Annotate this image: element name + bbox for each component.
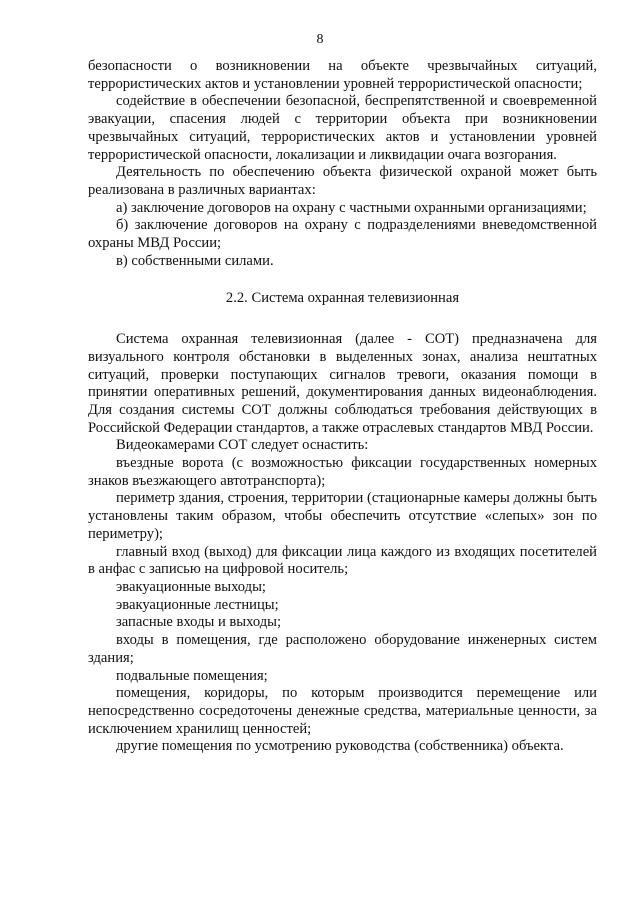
list-item: входы в помещения, где расположено оборудование инженерных систем здания;	[88, 632, 597, 666]
list-item: периметр здания, строения, территории (стационарные камеры должны быть установлены таким образом, чтобы обеспечить отсутствие «слепых» зон по периметру);	[88, 490, 597, 542]
list-item: запасные входы и выходы;	[116, 614, 281, 631]
list-item: въездные ворота (с возможностью фиксации государственных номерных знаков въезжающего автотранспорта);	[88, 455, 597, 489]
list-item: а) заключение договоров на охрану с частными охранными организациями;	[116, 199, 587, 216]
paragraph-continuation: безопасности о возникновении на объекте чрезвычайных ситуаций, террористических актов и установлении уровней террористической опасности;	[88, 58, 597, 92]
list-item: в) собственными силами.	[116, 252, 274, 269]
list-item: эвакуационные лестницы;	[116, 596, 279, 613]
list-item: подвальные помещения;	[116, 667, 268, 684]
page-number: 8	[316, 32, 324, 47]
paragraph: Видеокамерами СОТ следует оснастить:	[116, 437, 369, 454]
paragraph: Система охранная телевизионная (далее - СОТ) предназначена для визуального контроля обстановки в выделенных зонах, анализа нештатных ситуаций, проверки поступающих сигналов тревоги, оказания помощи в принятии оперативных решений, документирования данных видеонаблюдения. Для создания системы СОТ должны соблюдаться требования действующих в Российской Федерации стандартов, а также отраслевых стандартов МВД России.	[88, 331, 597, 436]
section-heading: 2.2. Система охранная телевизионная	[225, 290, 460, 307]
list-item: главный вход (выход) для фиксации лица каждого из входящих посетителей в анфас с записью на цифровой носитель;	[88, 543, 597, 578]
list-item: другие помещения по усмотрению руководства (собственника) объекта.	[116, 738, 564, 755]
paragraph: Деятельность по обеспечению объекта физической охраной может быть реализована в различных вариантах:	[88, 164, 597, 198]
list-item: б) заключение договоров на охрану с подразделениями вневедомственной охраны МВД России;	[88, 217, 597, 252]
list-item: помещения, коридоры, по которым производится перемещение или непосредственно сосредоточены денежные средства, материальные ценности, за исключением хранилищ ценностей;	[88, 685, 597, 737]
list-item: эвакуационные выходы;	[116, 578, 266, 595]
document-body	[88, 58, 597, 756]
paragraph: содействие в обеспечении безопасной, беспрепятственной и своевременной эвакуации, спасения людей с территории объекта при возникновении чрезвычайных ситуаций, террористических актов и установлении уровней террористической опасности, локализации и ликвидации очага возгорания.	[88, 93, 597, 163]
